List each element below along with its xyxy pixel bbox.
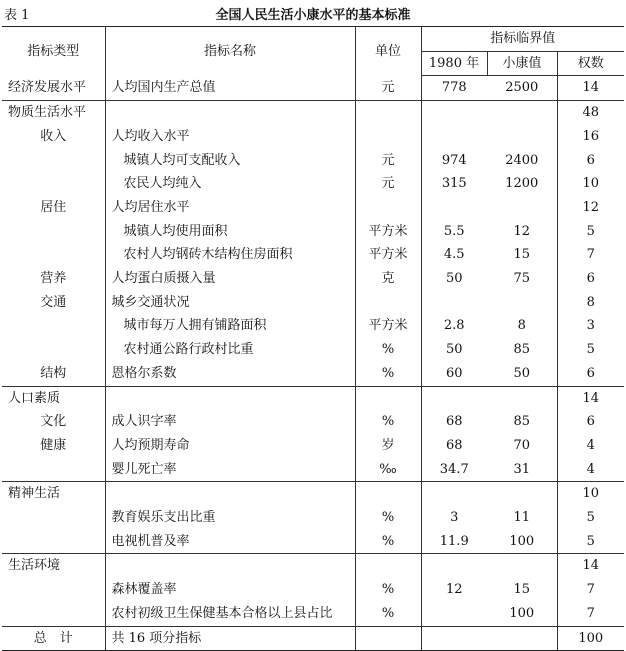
table-number: 表 1 — [4, 8, 30, 23]
indicator-name-cell: 农村初级卫生保健基本合格以上县占比 — [105, 602, 355, 626]
indicator-name-cell: 恩格尔系数 — [105, 362, 355, 386]
unit-cell — [355, 291, 421, 315]
indicator-type-cell: 结构 — [40, 365, 67, 381]
value-1980-cell — [421, 482, 487, 506]
table-row — [2, 458, 624, 482]
value-1980-cell — [421, 101, 487, 125]
table-row — [2, 554, 624, 578]
unit-cell — [355, 125, 421, 149]
unit-cell: % — [355, 338, 421, 362]
weight-cell: 3 — [557, 314, 624, 338]
weight-cell: 10 — [557, 482, 624, 506]
value-1980-cell: 5.5 — [421, 220, 487, 244]
indicator-name-cell: 人均居住水平 — [105, 196, 355, 220]
xiaokang-value-cell: 100 — [509, 533, 535, 549]
unit-cell: 平方米 — [355, 314, 421, 338]
xiaokang-value-cell — [487, 386, 557, 410]
indicator-name-cell — [105, 482, 355, 506]
weight-cell: 100 — [557, 626, 624, 651]
weight-cell: 6 — [557, 410, 624, 434]
xiaokang-value-cell — [487, 626, 557, 651]
table-row — [2, 149, 624, 173]
unit-cell — [355, 482, 421, 506]
indicator-name-cell: 共 16 项分指标 — [105, 626, 355, 651]
unit-cell: % — [355, 410, 421, 434]
table-row — [2, 172, 624, 196]
table-row — [2, 267, 624, 291]
unit-cell: ‰ — [355, 458, 421, 482]
header-type: 指标类型 — [2, 27, 105, 76]
header-unit: 单位 — [355, 27, 421, 76]
table-row — [2, 386, 624, 410]
table-row — [2, 76, 624, 101]
table-row — [2, 338, 624, 362]
table-row — [2, 125, 624, 149]
weight-cell: 6 — [557, 362, 624, 386]
value-1980-cell — [421, 626, 487, 651]
header-critical-value: 指标临界值 — [421, 27, 624, 52]
indicator-name-cell: 电视机普及率 — [105, 530, 355, 554]
indicator-type-cell: 人口素质 — [2, 386, 105, 410]
xiaokang-value-cell: 75 — [513, 271, 531, 287]
unit-cell: % — [355, 602, 421, 626]
indicator-type-cell: 居住 — [40, 199, 67, 215]
unit-cell — [355, 626, 421, 651]
value-1980-cell: 4.5 — [421, 243, 487, 267]
unit-cell: % — [355, 530, 421, 554]
table-row — [2, 578, 624, 602]
indicator-type-cell — [2, 220, 105, 244]
weight-cell: 10 — [557, 172, 624, 196]
xiaokang-value-cell: 1200 — [505, 176, 539, 192]
unit-cell: 元 — [355, 76, 421, 101]
unit-cell: 元 — [355, 172, 421, 196]
indicator-type-cell — [2, 338, 105, 362]
unit-cell — [355, 554, 421, 578]
weight-cell: 14 — [557, 76, 624, 101]
xiaokang-value-cell: 11 — [513, 510, 531, 526]
weight-cell: 6 — [557, 149, 624, 173]
indicator-type-cell — [2, 172, 105, 196]
xiaokang-value-cell: 100 — [509, 605, 535, 621]
weight-cell: 6 — [557, 267, 624, 291]
table-row — [2, 410, 624, 434]
weight-cell: 5 — [557, 220, 624, 244]
xiaokang-value-cell: 85 — [513, 414, 531, 430]
xiaokang-value-cell: 15 — [513, 582, 531, 598]
unit-cell: 元 — [355, 149, 421, 173]
table-row — [2, 362, 624, 386]
unit-cell: 岁 — [355, 434, 421, 458]
value-1980-cell: 11.9 — [421, 530, 487, 554]
unit-cell: 平方米 — [355, 220, 421, 244]
xiaokang-value-cell — [487, 554, 557, 578]
weight-cell: 14 — [557, 554, 624, 578]
value-1980-cell: 778 — [421, 76, 487, 101]
indicator-type-cell: 生活环境 — [2, 554, 105, 578]
indicator-name-cell: 人均收入水平 — [105, 125, 355, 149]
indicator-type-cell — [2, 602, 105, 626]
xiaokang-value-cell — [487, 125, 557, 149]
table-row — [2, 196, 624, 220]
indicator-name-cell — [105, 101, 355, 125]
indicator-name-cell: 城镇人均可支配收入 — [105, 149, 355, 173]
xiaokang-value-cell: 2400 — [505, 152, 539, 168]
table-row — [2, 434, 624, 458]
weight-cell: 7 — [557, 578, 624, 602]
xiaokang-value-cell: 70 — [513, 437, 531, 453]
unit-cell: % — [355, 506, 421, 530]
table-row — [2, 506, 624, 530]
xiaokang-value-cell — [487, 101, 557, 125]
xiaokang-value-cell: 8 — [517, 318, 526, 334]
indicator-type-cell — [2, 530, 105, 554]
value-1980-cell — [421, 291, 487, 315]
indicator-type-cell: 健康 — [40, 437, 67, 453]
value-1980-cell: 315 — [421, 172, 487, 196]
header-xiaokang: 小康值 — [487, 51, 557, 76]
table-row — [2, 482, 624, 506]
indicator-type-cell: 经济发展水平 — [8, 80, 87, 96]
indicator-name-cell: 人均国内生产总值 — [105, 76, 355, 101]
value-1980-cell — [421, 125, 487, 149]
indicator-type-cell — [2, 458, 105, 482]
indicator-name-cell: 婴儿死亡率 — [105, 458, 355, 482]
weight-cell: 14 — [557, 386, 624, 410]
indicator-name-cell: 城市每万人拥有铺路面积 — [105, 314, 355, 338]
indicator-name-cell: 人均预期寿命 — [105, 434, 355, 458]
indicator-type-cell — [2, 506, 105, 530]
unit-cell: 平方米 — [355, 243, 421, 267]
indicator-type-cell: 文化 — [40, 414, 67, 430]
weight-cell: 8 — [557, 291, 624, 315]
table-row — [2, 101, 624, 125]
xiaokang-value-cell: 31 — [513, 461, 531, 477]
weight-cell: 5 — [557, 530, 624, 554]
xiaokang-value-cell: 50 — [513, 365, 531, 381]
table-row — [2, 220, 624, 244]
weight-cell: 5 — [557, 506, 624, 530]
table-row — [2, 291, 624, 315]
header-1980: 1980 年 — [421, 51, 487, 76]
value-1980-cell — [421, 386, 487, 410]
header-name: 指标名称 — [105, 27, 355, 76]
weight-cell: 48 — [557, 101, 624, 125]
value-1980-cell: 68 — [421, 434, 487, 458]
unit-cell: % — [355, 362, 421, 386]
table-row — [2, 602, 624, 626]
indicator-type-cell — [2, 149, 105, 173]
indicator-name-cell: 农村通公路行政村比重 — [105, 338, 355, 362]
weight-cell: 7 — [557, 602, 624, 626]
table-row — [2, 626, 624, 651]
indicator-name-cell: 教育娱乐支出比重 — [105, 506, 355, 530]
weight-cell: 16 — [557, 125, 624, 149]
indicator-name-cell: 农民人均纯入 — [105, 172, 355, 196]
indicator-type-cell: 总 计 — [2, 626, 105, 651]
unit-cell — [355, 386, 421, 410]
table-row — [2, 530, 624, 554]
indicator-name-cell: 农村人均钢砖木结构住房面积 — [105, 243, 355, 267]
weight-cell: 4 — [557, 434, 624, 458]
indicator-type-cell: 营养 — [40, 271, 67, 287]
unit-cell — [355, 196, 421, 220]
weight-cell: 4 — [557, 458, 624, 482]
indicator-name-cell: 城镇人均使用面积 — [105, 220, 355, 244]
xiaokang-value-cell: 12 — [513, 223, 531, 239]
indicator-type-cell — [2, 578, 105, 602]
unit-cell: % — [355, 578, 421, 602]
indicator-name-cell — [105, 386, 355, 410]
table-row — [2, 314, 624, 338]
indicator-name-cell: 城乡交通状况 — [105, 291, 355, 315]
weight-cell: 12 — [557, 196, 624, 220]
value-1980-cell — [421, 196, 487, 220]
header-weight: 权数 — [557, 51, 624, 76]
indicator-name-cell: 森林覆盖率 — [105, 578, 355, 602]
value-1980-cell: 50 — [421, 338, 487, 362]
value-1980-cell: 3 — [421, 506, 487, 530]
table-body — [2, 76, 624, 651]
indicator-name-cell — [105, 554, 355, 578]
xiaokang-value-cell — [487, 196, 557, 220]
table-title: 全国人民生活小康水平的基本标准 — [215, 8, 411, 23]
indicator-type-cell: 交通 — [40, 294, 67, 310]
weight-cell: 5 — [557, 338, 624, 362]
xiaokang-value-cell: 15 — [513, 247, 531, 263]
indicator-type-cell: 精神生活 — [2, 482, 105, 506]
indicator-type-cell: 收入 — [40, 128, 67, 144]
indicator-type-cell — [2, 243, 105, 267]
value-1980-cell: 12 — [421, 578, 487, 602]
indicator-type-cell — [2, 314, 105, 338]
indicator-type-cell: 物质生活水平 — [2, 101, 105, 125]
standards-table — [2, 26, 624, 651]
indicator-name-cell: 人均蛋白质摄入量 — [105, 267, 355, 291]
xiaokang-value-cell — [487, 482, 557, 506]
xiaokang-value-cell: 85 — [513, 342, 531, 358]
weight-cell: 7 — [557, 243, 624, 267]
value-1980-cell — [421, 602, 487, 626]
unit-cell — [355, 101, 421, 125]
value-1980-cell: 68 — [421, 410, 487, 434]
value-1980-cell: 2.8 — [421, 314, 487, 338]
xiaokang-value-cell — [487, 291, 557, 315]
value-1980-cell: 60 — [421, 362, 487, 386]
table-row — [2, 243, 624, 267]
value-1980-cell: 974 — [421, 149, 487, 173]
value-1980-cell: 50 — [421, 267, 487, 291]
indicator-name-cell: 成人识字率 — [105, 410, 355, 434]
unit-cell: 克 — [355, 267, 421, 291]
value-1980-cell: 34.7 — [421, 458, 487, 482]
xiaokang-value-cell: 2500 — [505, 80, 539, 96]
value-1980-cell — [421, 554, 487, 578]
